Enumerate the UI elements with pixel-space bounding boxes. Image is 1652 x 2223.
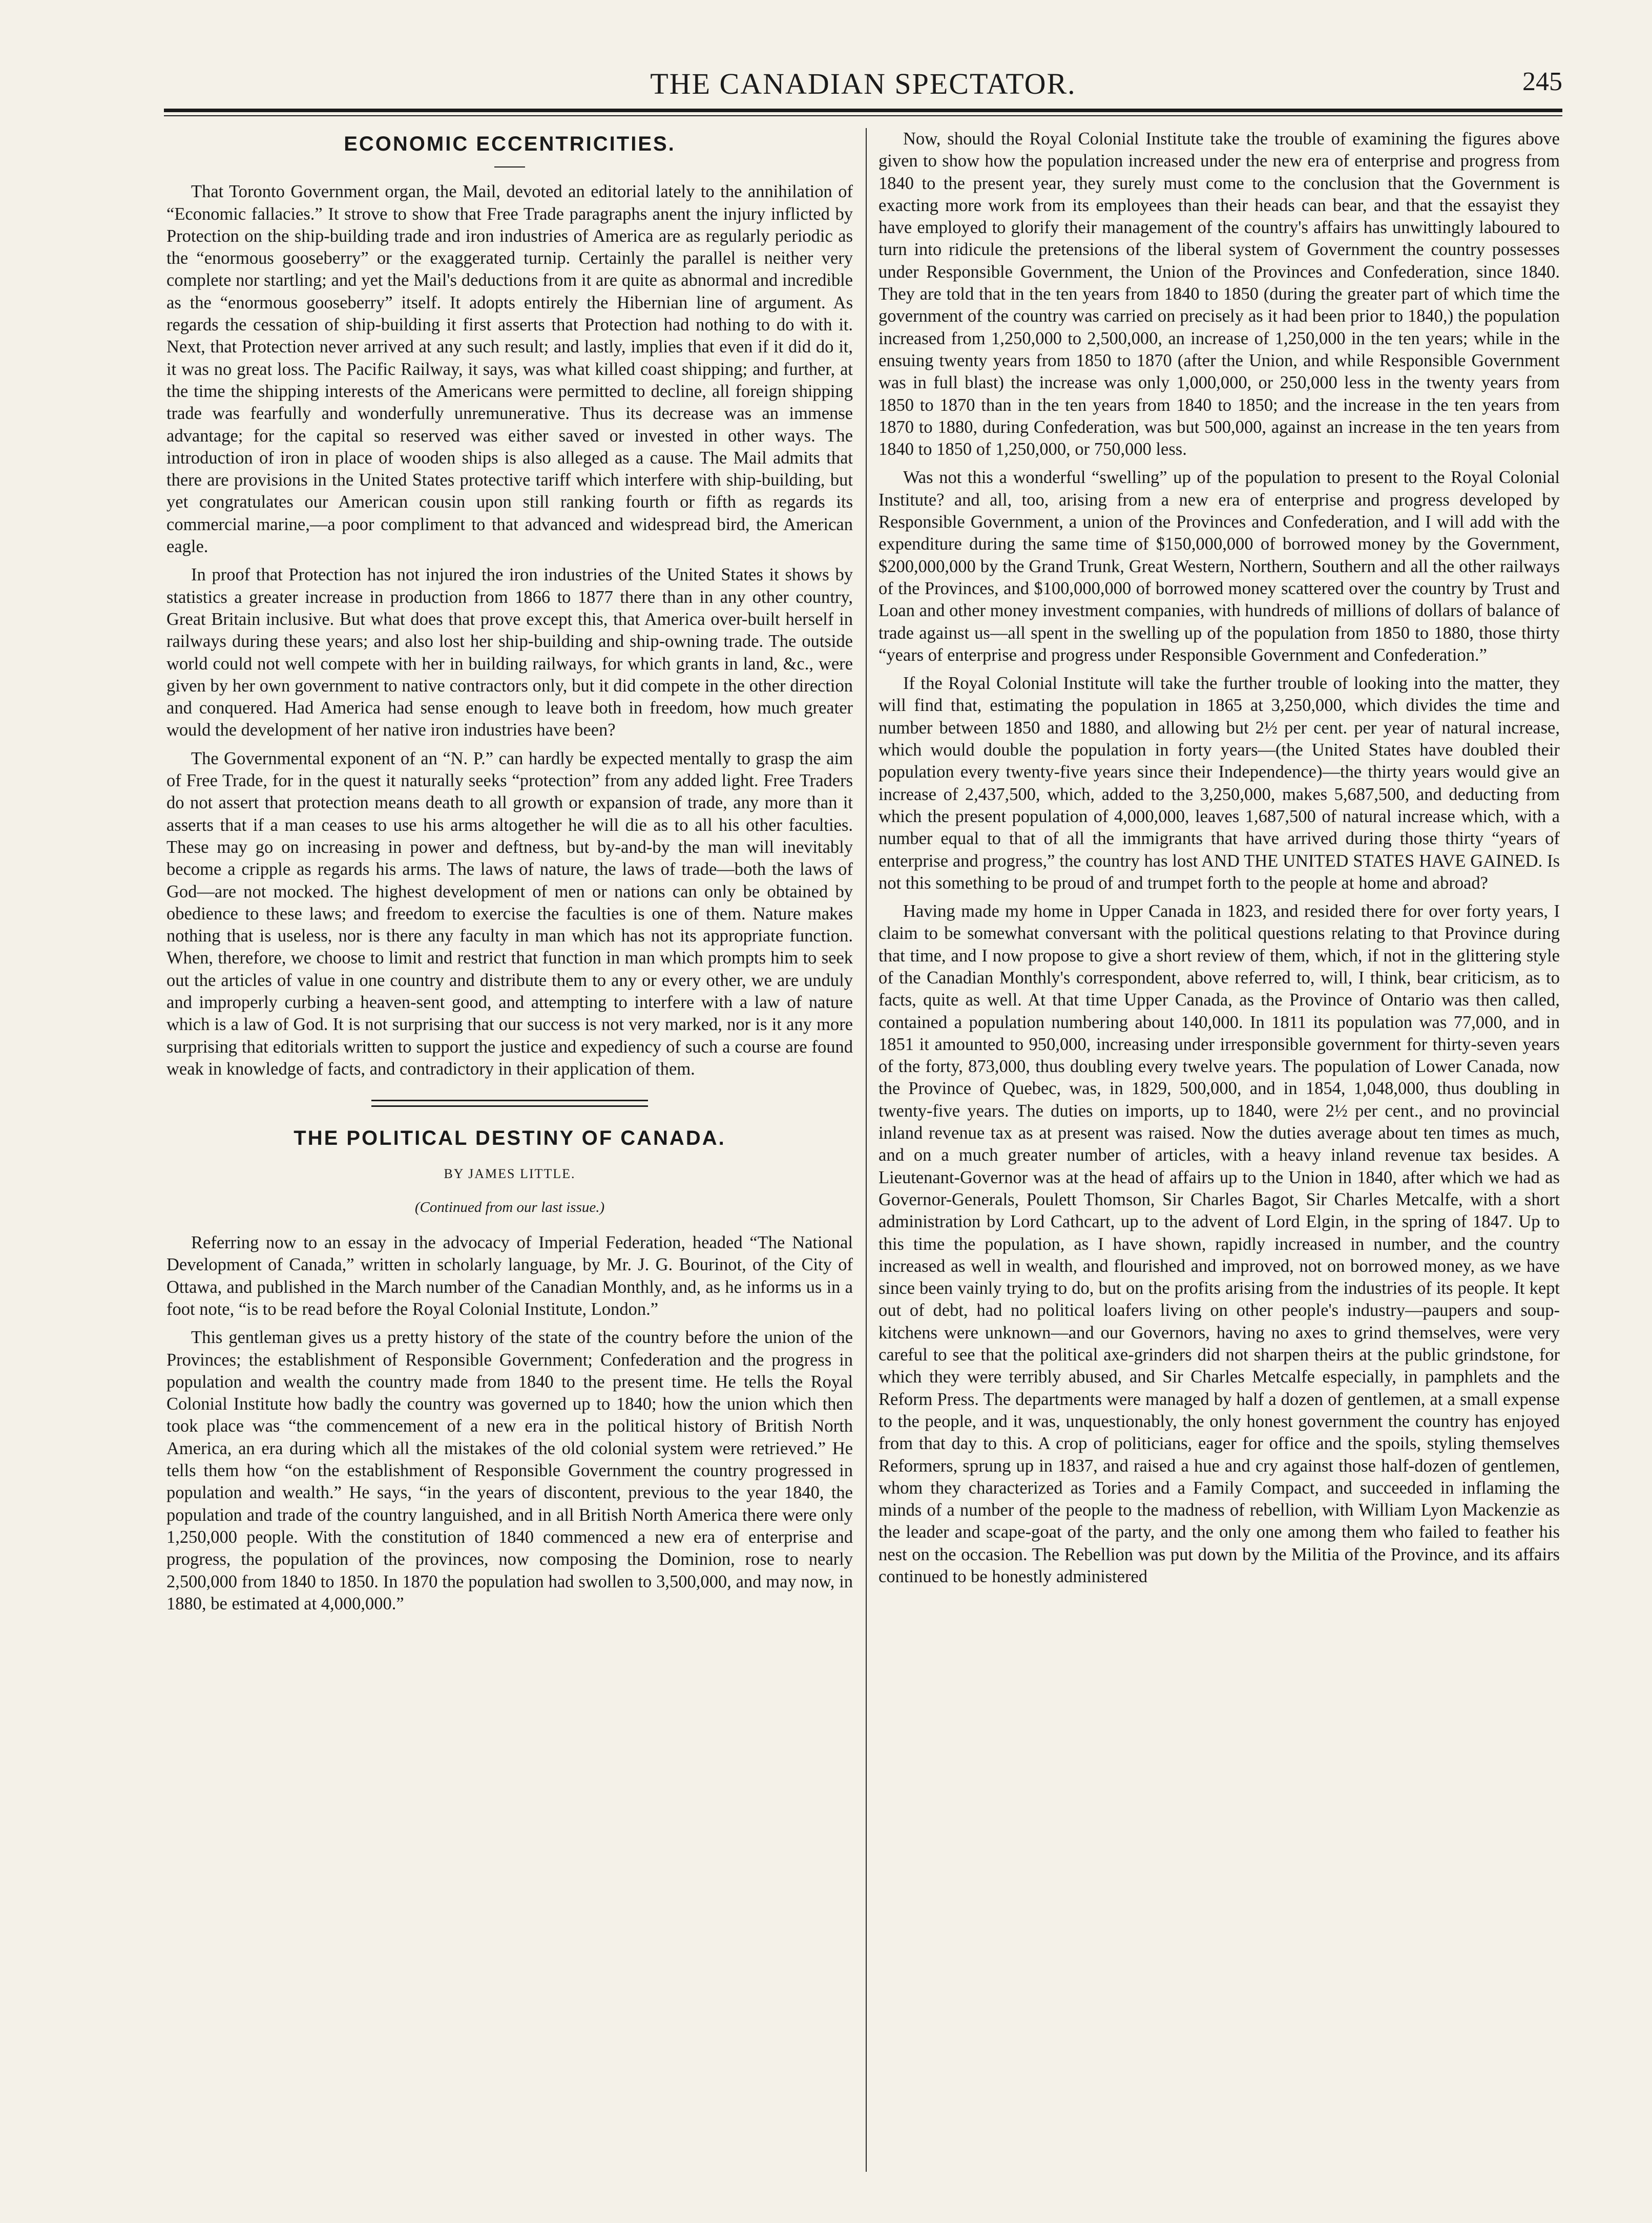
continued-note: (Continued from our last issue.) <box>414 1199 605 1215</box>
header-rule-thin <box>164 115 1562 116</box>
article-title-economic-eccentricities: ECONOMIC ECCENTRICITIES. <box>344 133 676 155</box>
article1-paragraph: That Toronto Government organ, the Mail, devoted an editorial lately to the annihilation of “Economic fallacies.” It strove to show that Free Trade paragraphs anent the injury inflicted by Protection on the ship-building trade and iron industries of America are as regularly periodic as the “enormous gooseberry” or the exaggerated turnip. Certainly the parallel is neither very complete nor startling; and yet the Mail's deductions from it are quite as abnormal and incredible as the “enormous gooseberry” itself. It adopts entirely the Hibernian line of argument. As regards the cessation of ship-building it first asserts that Protection had nothing to do with it. Next, that Protection never arrived at any such result; and lastly, implies that even if it did do it, it was no great loss. The Pacific Railway, it says, was what killed coast shipping; and further, at the time the shipping interests of the Americans were permitted to decline, all foreign shipping trade was fearfully and wonderfully unremunerative. Thus its decrease was an immense advantage; for the capital so reserved was either saved or invested in other ways. The introduction of iron in place of wooden ships is also alleged as a cause. The Mail admits that there are provisions in the United States protective tariff which interfere with ship-building, but yet congratulates our American cousin upon still ranking fourth or fifth as regards its commercial marine,—a poor compliment to that advanced and widespread bird, the American eagle. <box>166 182 853 557</box>
section-divider <box>371 1100 648 1107</box>
column-divider <box>866 128 867 2172</box>
byline: BY JAMES LITTLE. <box>444 1166 576 1182</box>
article2-paragraph: Now, should the Royal Colonial Institute take the trouble of examining the figures above given to show how the population increased under the new era of enterprise and progress from 1840 to the present year, they surely must come to the conclusion that the Government is exacting more work from its employees than their heads can bear, and that the essayist they have employed to glorify their management of the country's affairs has unwittingly laboured to turn into ridicule the pretensions of the liberal system of Government the country possesses under Responsible Government, the Union of the Provinces and Confederation, since 1840. They are told that in the ten years from 1840 to 1850 (during the greater part of which time the government of the country was carried on precisely as it had been prior to 1840,) the population increased from 1,250,000 to 2,500,000, an increase of 1,250,000 in the ten years; while in the ensuing twenty years from 1850 to 1870 (after the Union, and while Responsible Government was in full blast) the increase was only 1,000,000, or 250,000 less in the twenty years from 1850 to 1870 than in the ten years from 1840 to 1850; and the increase in the ten years from 1870 to 1880, during Confederation, was but 500,000, against an increase in the ten years from 1840 to 1850 of 1,250,000, or 750,000 less. <box>879 129 1560 459</box>
right-column <box>879 128 1560 1588</box>
publication-title: THE CANADIAN SPECTATOR. <box>650 67 1076 100</box>
article2-paragraph: This gentleman gives us a pretty history of the state of the country before the union of the Provinces; the establishment of Responsible Government; Confederation and the progress in population and wealth the country made from 1840 to the present time. He tells the Royal Colonial Institute how badly the country was governed up to 1840; how the union which then took place was “the commencement of a new era in the political history of British North America, an era during which all the mistakes of the old colonial system were retrieved.” He tells them how “on the establishment of Responsible Government the country progressed in population and wealth.” He says, “in the years of discontent, previous to the year 1840, the population and trade of the country languished, and in all British North America there were only 1,250,000 people. With the constitution of 1840 commenced a new era of enterprise and progress, the population of the provinces, now composing the Dominion, rose to nearly 2,500,000 from 1840 to 1850. In 1870 the population had swollen to 3,500,000, and may now, in 1880, be estimated at 4,000,000.” <box>166 1328 853 1613</box>
article2-paragraph: If the Royal Colonial Institute will take the further trouble of looking into the matter, they will find that, estimating the population in 1865 at 3,250,000, which divides the time and number between 1850 and 1880, and allowing but 2½ per cent. per year of natural increase, which would double the population in forty years—(the United States have doubled their population every twenty-five years since their Independence)—the thirty years would give an increase of 2,437,500, which, added to the 3,250,000, makes 5,687,500, and deducting from which the present population of 4,000,000, leaves 1,687,500 of natural increase which, with a number equal to that of all the immigrants that have arrived during those thirty “years of enterprise and progress,” the country has lost AND THE UNITED STATES HAVE GAINED. Is not this something to be proud of and trumpet forth to the people at home and abroad? <box>879 674 1560 893</box>
article2-paragraph: Was not this a wonderful “swelling” up of the population to present to the Royal Colonial Institute? and all, too, arising from a new era of enterprise and progress developed by Responsible Government, a union of the Provinces and Confederation, and I will add with the expenditure during the same time of $150,000,000 of borrowed money by the Government, $200,000,000 by the Grand Trunk, Great Western, Northern, Southern and all the other railways of the Provinces, and $100,000,000 of borrowed money scattered over the country by Trust and Loan and other money investment companies, with hundreds of millions of dollars of balance of trade against us—all spent in the swelling up of the population from 1850 to 1880, those thirty “years of enterprise and progress under Responsible Government and Confederation.” <box>879 468 1560 665</box>
article1-paragraph: The Governmental exponent of an “N. P.” can hardly be expected mentally to grasp the aim of Free Trade, for in the quest it naturally seeks “protection” from any added light. Free Traders do not assert that protection means death to all growth or expansion of trade, any more than it asserts that if a man ceases to use his arms altogether he will die as to all his other faculties. These may go on increasing in power and deftness, but by-and-by the man will inevitably become a cripple as regards his arms. The laws of nature, the laws of trade—both the laws of God—are not mocked. The highest development of men or nations can only be obtained by obedience to these laws; and freedom to exercise the faculties is one of them. Nature makes nothing that is useless, nor is there any faculty in man which has not its appropriate function. When, therefore, we choose to limit and restrict that function in man which prompts him to seek out the articles of value in one country and distribute them to any or every other, we are unduly and improperly curbing a heaven-sent good, and attempting to interfere with a law of nature which is a law of God. It is not surprising that our success is not very marked, nor is it any more surprising that editorials written to support the justice and expediency of such a course are found weak in knowledge of facts, and contradictory in their application of them. <box>166 748 853 1079</box>
article1-paragraph: In proof that Protection has not injured the iron industries of the United States it shows by statistics a greater increase in production from 1866 to 1877 there than in any other country, Great Britain inclusive. But what does that prove except this, that America over-built herself in railways during these years; and also lost her ship-building and ship-owning trade. The outside world could not well compete with her in building railways, for which grants in land, &c., were given by her own government to native contractors only, but it did compete in the other direction and conquered. Had America had sense enough to leave both in freedom, how much greater would the development of her native iron industries have been? <box>166 565 853 740</box>
article-title-political-destiny: THE POLITICAL DESTINY OF CANADA. <box>294 1127 726 1150</box>
title-rule <box>494 166 525 167</box>
article2-paragraph: Having made my home in Upper Canada in 1823, and resided there for over forty years, I claim to be somewhat conversant with the political questions relating to that Province during that time, and I now propose to give a short review of them, which, if not in the glittering style of the Canadian Monthly's correspondent, above referred to, will, I think, bear criticism, as to facts, quite as well. At that time Upper Canada, as the Province of Ontario was then called, contained a population numbering about 140,000. In 1811 its population was 77,000, and in 1851 it amounted to 950,000, increasing under irresponsible government for thirty-seven years of the forty, 873,000, thus doubling every twelve years. The population of Lower Canada, now the Province of Quebec, was, in 1829, 500,000, and in 1854, 1,048,000, thus doubling in twenty-five years. The duties on imports, up to 1840, were 2½ per cent., and no provincial inland revenue tax as at present was raised. Now the duties average about ten times as much, and on a much greater number of articles, with a heavy inland revenue tax besides. A Lieutenant-Governor was at the head of affairs up to the Union in 1840, after which we had as Governor-Generals, Poulett Thomson, Sir Charles Bagot, Sir Charles Metcalfe, with a short administration by Lord Cathcart, up to the advent of Lord Elgin, in the spring of 1847. Up to this time the population, as I have shown, rapidly increased in number, and the country increased as well in wealth, and flourished and improved, not on borrowed money, as we have since been vainly trying to do, but on the profits arising from the industries of its people. It kept out of debt, had no political loafers living on other people's industry—paupers and soup-kitchens were unknown—and our Governors, having no axes to grind themselves, were very careful to see that the political axe-grinders did not sharpen theirs at the public grindstone, for which they were terribly abused, and Sir Charles Metcalfe especially, in pamphlets and the Reform Press. The departments were managed by half a dozen of gentlemen, at a small expense to the people, and it was, unquestionably, the only honest government the country has enjoyed from that day to this. A crop of politicians, eager for office and the spoils, styling themselves Reformers, sprung up in 1837, and raised a hue and cry against those half-dozen of gentlemen, whom they characterized as Tories and a Family Compact, and succeeded in inflaming the minds of a number of the people to the madness of rebellion, with William Lyon Mackenzie as the leader and scape-goat of the party, and the only one among them who failed to feather his nest on the occasion. The Rebellion was put down by the Militia of the Province, and its affairs continued to be honestly administered <box>879 901 1560 1586</box>
left-column <box>166 128 853 1615</box>
page-number: 245 <box>1522 67 1562 96</box>
masthead <box>164 67 1562 108</box>
article2-paragraph: Referring now to an essay in the advocacy of Imperial Federation, headed “The National Development of Canada,” written in scholarly language, by Mr. J. G. Bourinot, of the City of Ottawa, and published in the March number of the Canadian Monthly, and, as he informs us in a foot note, “is to be read before the Royal Colonial Institute, London.” <box>166 1233 853 1319</box>
header-rule-thick <box>164 109 1562 112</box>
